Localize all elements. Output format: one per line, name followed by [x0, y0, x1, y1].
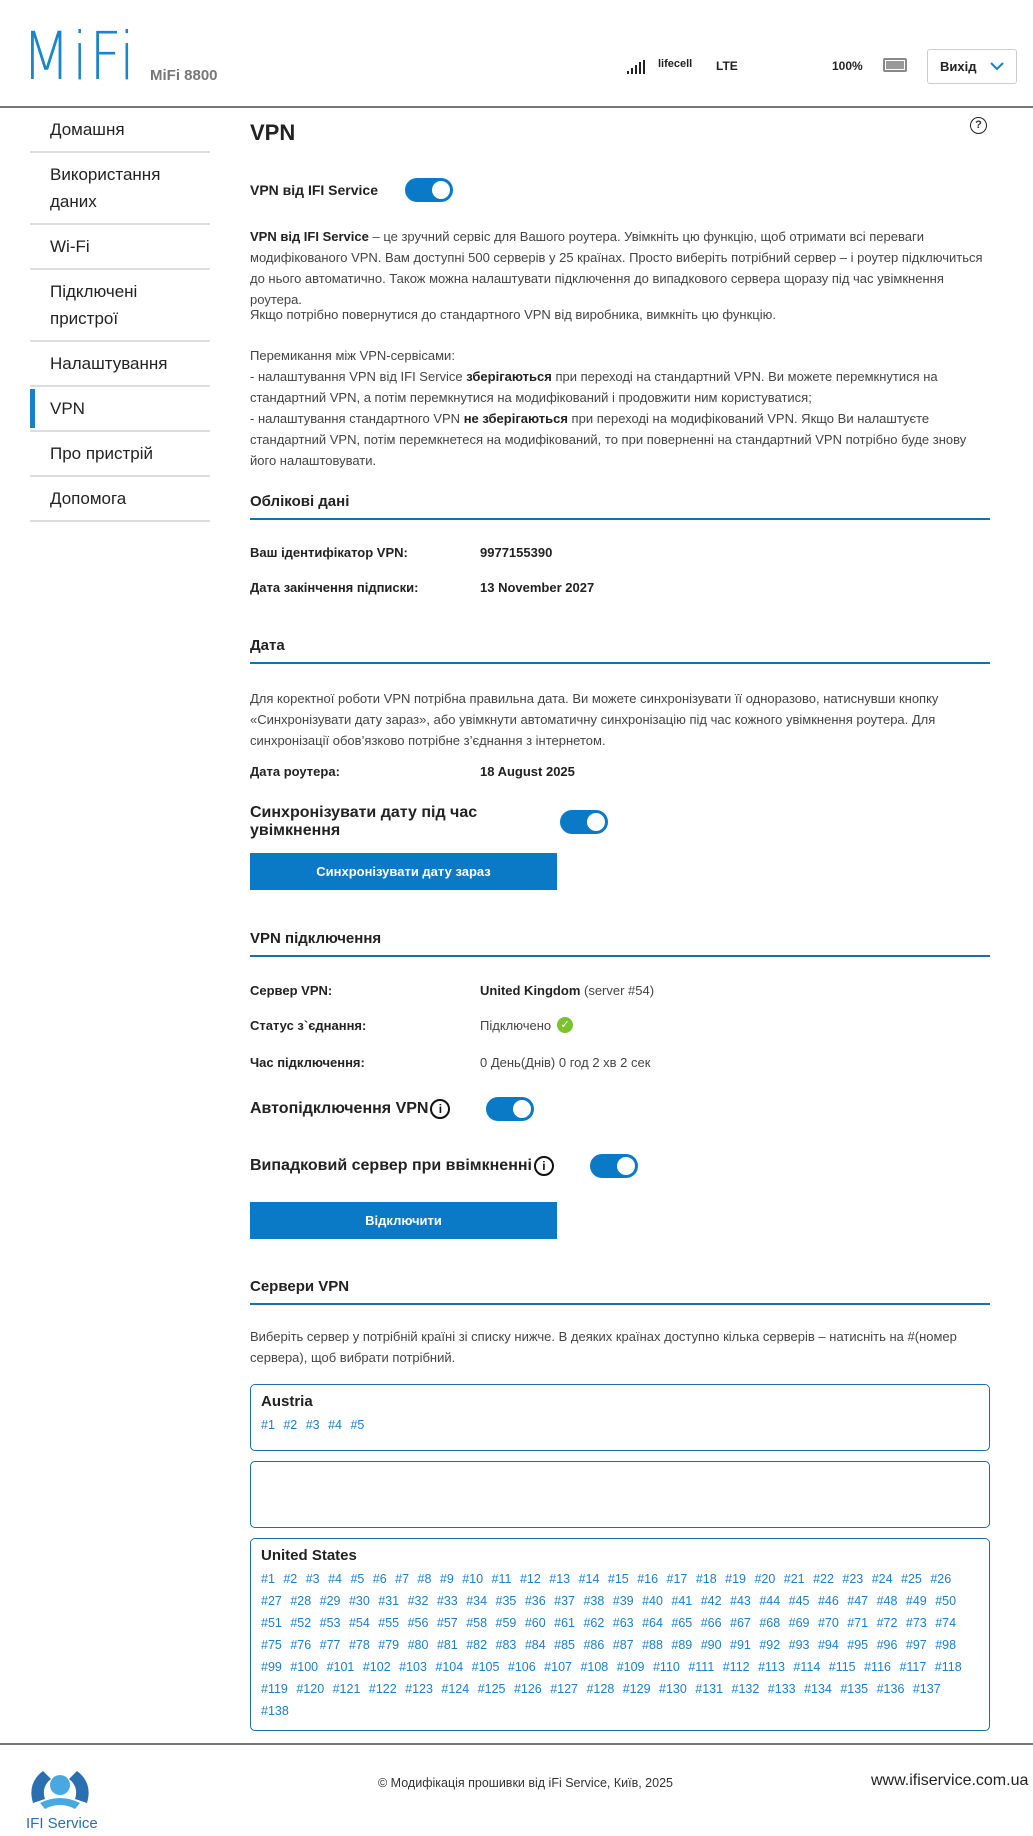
vpn-service-toggle[interactable] [405, 178, 453, 202]
server-link[interactable]: #135 [840, 1682, 869, 1696]
device-model: MiFi 8800 [150, 67, 218, 84]
router-date-label: Дата роутера: [250, 764, 340, 779]
sidebar-item[interactable] [30, 342, 210, 387]
autoconnect-label: Автопідключення VPN [250, 1100, 429, 1117]
server-link[interactable]: #32 [407, 1594, 429, 1608]
servers-text: Виберіть сервер у потрібній країні зі списку нижче. В деяких країнах доступно кілька серверів – натисніть на #(номер сервера), щоб вибрати потрібний. [250, 1329, 957, 1365]
server-link[interactable]: #110 [652, 1660, 680, 1674]
server-link[interactable]: #93 [788, 1638, 810, 1652]
disconnect-button[interactable]: Відключити [250, 1202, 557, 1239]
footer-logo-text: IFI Service [26, 1815, 98, 1832]
intro-text: – це зручний сервіс для Вашого роутера. Увімкніть цю функцію, щоб отримати всі переваги модифікованого VPN. Вам доступні 500 серверів у 25 країнах. Просто виберіть потрібний сервер – і роутер підключиться до нього автоматично. Також можна налаштувати підключення до випадкового сервера щоразу під час увімкнення роутера. [250, 229, 983, 307]
server-link[interactable]: #99 [261, 1660, 282, 1674]
connection-heading: VPN підключення [250, 930, 990, 957]
server-link[interactable]: #104 [435, 1660, 464, 1674]
server-link[interactable]: #100 [290, 1660, 319, 1674]
server-link[interactable]: #69 [788, 1616, 810, 1630]
date-text: Для коректної роботи VPN потрібна правильна дата. Ви можете синхронізувати її одноразово, натиснувши кнопку «Синхронізувати дату зараз», або увімкнути автоматичну синхронізацію під час кожного увімкнення роутера. Для синхронізації обов’язково потрібне з’єднання з інтернетом. [250, 691, 939, 748]
server-link[interactable]: #49 [905, 1594, 927, 1608]
server-link[interactable]: #77 [319, 1638, 341, 1652]
server-link[interactable]: #80 [407, 1638, 429, 1652]
server-link[interactable]: #5 [350, 1572, 365, 1586]
server-link[interactable]: #86 [583, 1638, 605, 1652]
sidebar-item[interactable] [30, 108, 210, 153]
sidebar-item[interactable] [30, 270, 210, 342]
credentials-heading: Облікові дані [250, 493, 990, 520]
server-link[interactable]: #45 [788, 1594, 810, 1608]
server-link[interactable]: #87 [612, 1638, 634, 1652]
status-value: Підключено [480, 1017, 552, 1033]
server-link[interactable]: #130 [659, 1682, 687, 1696]
sidebar-nav [30, 108, 210, 522]
server-link[interactable]: #15 [607, 1572, 629, 1586]
check-icon: ✓ [557, 1017, 573, 1033]
server-link[interactable]: #52 [290, 1616, 312, 1630]
autoconnect-toggle[interactable] [486, 1097, 534, 1121]
server-link[interactable]: #94 [817, 1638, 839, 1652]
server-link[interactable]: #7 [395, 1572, 410, 1586]
server-link[interactable]: #40 [642, 1594, 663, 1608]
server-link[interactable]: #37 [554, 1594, 575, 1608]
page-title: VPN [250, 120, 296, 145]
server-link[interactable]: #29 [319, 1594, 341, 1608]
random-server-toggle[interactable] [590, 1154, 638, 1178]
sidebar-item-label: Допомога [50, 489, 127, 508]
server-link[interactable]: #109 [616, 1660, 645, 1674]
server-link[interactable]: #71 [847, 1616, 869, 1630]
sidebar-item[interactable] [30, 225, 210, 270]
sidebar-item-label: Налаштування [50, 354, 168, 373]
server-link[interactable]: #112 [722, 1660, 750, 1674]
server-link[interactable]: #24 [871, 1572, 893, 1586]
server-link[interactable]: #2 [283, 1572, 298, 1586]
server-link[interactable]: #74 [935, 1616, 957, 1630]
server-link[interactable]: #91 [730, 1638, 751, 1652]
sidebar-item[interactable] [30, 477, 210, 522]
server-link[interactable]: #122 [368, 1682, 397, 1696]
server-link[interactable]: #67 [730, 1616, 751, 1630]
server-link[interactable]: #81 [436, 1638, 458, 1652]
sidebar-item-label: Wi-Fi [50, 237, 90, 256]
server-link[interactable]: #5 [350, 1418, 365, 1432]
server-link[interactable]: #65 [671, 1616, 693, 1630]
server-link[interactable]: #83 [495, 1638, 517, 1652]
time-value: 0 День(Днів) 0 год 2 хв 2 сек [480, 1055, 651, 1070]
sidebar-item[interactable] [30, 387, 210, 432]
server-link[interactable]: #132 [731, 1682, 760, 1696]
vpn-revert-note: Якщо потрібно повернутися до стандартного VPN від виробника, вимкніть цю функцію. [250, 307, 776, 322]
server-link[interactable]: #106 [507, 1660, 536, 1674]
server-link[interactable]: #31 [378, 1594, 400, 1608]
sync-date-button[interactable]: Синхронізувати дату зараз [250, 853, 557, 890]
server-link[interactable]: #137 [912, 1682, 941, 1696]
switch-title: Перемикання між VPN-сервісами: [250, 348, 455, 363]
server-link[interactable]: #84 [524, 1638, 546, 1652]
server-link[interactable]: #14 [578, 1572, 600, 1586]
sidebar-item-label: VPN [50, 399, 85, 418]
server-link[interactable]: #121 [332, 1682, 361, 1696]
sidebar-item-label: Використання даних [50, 165, 161, 211]
server-link[interactable]: #58 [466, 1616, 488, 1630]
vpn-intro [250, 226, 990, 310]
server-link[interactable]: #1 [261, 1572, 275, 1586]
info-icon[interactable]: i [430, 1099, 450, 1119]
server-link[interactable]: #88 [642, 1638, 663, 1652]
router-date-value: 18 August 2025 [480, 764, 575, 779]
server-link[interactable]: #53 [319, 1616, 341, 1630]
server-link[interactable]: #20 [754, 1572, 776, 1586]
server-link[interactable]: #79 [378, 1638, 400, 1652]
server-link[interactable]: #73 [905, 1616, 927, 1630]
logout-label: Вихід [940, 59, 977, 74]
server-link[interactable]: #10 [462, 1572, 484, 1586]
server-link[interactable]: #17 [666, 1572, 688, 1586]
server-link[interactable]: #134 [804, 1682, 832, 1696]
server-link[interactable]: #120 [296, 1682, 325, 1696]
server-link[interactable]: #102 [362, 1660, 391, 1674]
server-link[interactable]: #51 [261, 1616, 282, 1630]
server-link[interactable]: #63 [612, 1616, 634, 1630]
server-link[interactable]: #54 [348, 1616, 370, 1630]
server-link[interactable]: #25 [901, 1572, 922, 1586]
sidebar-item[interactable] [30, 432, 210, 477]
server-link[interactable]: #2 [283, 1418, 298, 1432]
server-link[interactable]: #13 [549, 1572, 571, 1586]
chevron-down-icon [990, 62, 1004, 71]
servers-heading: Сервери VPN [250, 1278, 990, 1305]
help-icon[interactable]: ? [970, 117, 987, 134]
server-link[interactable]: #4 [328, 1572, 342, 1586]
server-link[interactable]: #22 [813, 1572, 834, 1586]
server-link[interactable]: #126 [513, 1682, 542, 1696]
server-link[interactable]: #62 [583, 1616, 605, 1630]
server-link[interactable]: #115 [828, 1660, 856, 1674]
sidebar-item-label: Підключені пристрої [50, 282, 138, 328]
time-label: Час підключення: [250, 1055, 365, 1070]
server-link[interactable]: #48 [876, 1594, 898, 1608]
server-link[interactable]: #4 [328, 1418, 342, 1432]
switch1-b: зберігаються [466, 369, 552, 384]
info-icon[interactable]: i [534, 1156, 554, 1176]
expiry-label: Дата закінчення підписки: [250, 580, 419, 595]
ifi-service-logo [25, 1763, 95, 1811]
server-link[interactable]: #131 [695, 1682, 724, 1696]
sidebar-item-label: Про пристрій [50, 444, 154, 463]
battery-percent: 100% [832, 59, 863, 73]
footer [0, 1743, 1033, 1836]
server-link[interactable]: #57 [436, 1616, 458, 1630]
server-link[interactable]: #61 [554, 1616, 575, 1630]
intro-bold: VPN від IFI Service [250, 229, 369, 244]
sidebar-item[interactable] [30, 153, 210, 225]
server-link[interactable]: #123 [405, 1682, 433, 1696]
server-link[interactable]: #78 [348, 1638, 370, 1652]
mifi-logo: MiFi [22, 18, 137, 95]
server-link[interactable]: #108 [580, 1660, 609, 1674]
country-name: Austria [261, 1393, 313, 1410]
server-link[interactable]: #76 [290, 1638, 312, 1652]
server-link[interactable]: #23 [842, 1572, 864, 1586]
server-link[interactable]: #3 [305, 1418, 320, 1432]
server-link[interactable]: #116 [864, 1660, 891, 1674]
switch1-a: - налаштування VPN від IFI Service [250, 369, 467, 384]
vpn-service-label: VPN від IFI Service [250, 182, 378, 198]
server-link[interactable]: #97 [905, 1638, 927, 1652]
server-link[interactable]: #34 [466, 1594, 488, 1608]
server-link[interactable]: #92 [759, 1638, 781, 1652]
status-label: Статус з`єднання: [250, 1017, 367, 1033]
server-link[interactable]: #129 [622, 1682, 651, 1696]
server-link[interactable]: #89 [671, 1638, 693, 1652]
server-link[interactable]: #101 [326, 1660, 355, 1674]
random-server-label: Випадковий сервер при ввімкненні [250, 1157, 532, 1174]
server-link[interactable]: #39 [612, 1594, 634, 1608]
server-link[interactable]: #56 [407, 1616, 429, 1630]
server-label: Сервер VPN: [250, 983, 333, 998]
server-link[interactable]: #38 [583, 1594, 605, 1608]
server-link[interactable]: #113 [758, 1660, 785, 1674]
server-link[interactable]: #98 [935, 1638, 957, 1652]
server-link[interactable]: #19 [725, 1572, 746, 1586]
server-link[interactable]: #85 [554, 1638, 575, 1652]
switch2-a: - налаштування стандартного VPN [250, 411, 464, 426]
server-link[interactable]: #133 [767, 1682, 796, 1696]
server-link[interactable]: #72 [876, 1616, 898, 1630]
country-card [250, 1384, 990, 1451]
carrier-name: lifecell [658, 58, 693, 70]
server-link[interactable]: #44 [759, 1594, 781, 1608]
server-link[interactable]: #26 [930, 1572, 952, 1586]
server-link[interactable]: #30 [348, 1594, 370, 1608]
vpn-id-label: Ваш ідентифікатор VPN: [250, 545, 408, 560]
server-link[interactable]: #68 [759, 1616, 781, 1630]
server-link[interactable]: #96 [876, 1638, 898, 1652]
server-link[interactable]: #28 [290, 1594, 312, 1608]
website-link[interactable]: www.ifiservice.com.ua [871, 1772, 1029, 1789]
server-link[interactable]: #105 [471, 1660, 500, 1674]
server-link[interactable]: #124 [441, 1682, 470, 1696]
vpn-id-value: 9977155390 [480, 545, 553, 560]
server-link[interactable]: #9 [439, 1572, 454, 1586]
logout-dropdown[interactable] [927, 49, 1017, 84]
server-link[interactable]: #128 [586, 1682, 615, 1696]
server-link[interactable]: #21 [783, 1572, 805, 1586]
server-link[interactable]: #42 [700, 1594, 722, 1608]
switch2-c: при переході на модифікований VPN. Якщо Ви налаштуєте стандартний VPN, потім перемкнетеся на модифікований, то при поверненні на стандартний VPN потрібно буде знову його налаштовувати. [250, 411, 967, 468]
sync-date-toggle[interactable] [560, 810, 608, 834]
switch1-c: при переході на стандартний VPN. Ви можете перемкнутися на стандартний VPN, а потім перемкнутися на модифікований і продовжити ним користуватися; [250, 369, 938, 405]
server-link[interactable]: #3 [305, 1572, 320, 1586]
server-country: United Kingdom [480, 983, 581, 998]
country-card [250, 1461, 990, 1528]
country-list [250, 1384, 990, 1741]
server-link[interactable]: #18 [695, 1572, 717, 1586]
server-link[interactable]: #125 [477, 1682, 506, 1696]
server-link[interactable]: #43 [730, 1594, 751, 1608]
server-link[interactable]: #47 [847, 1594, 869, 1608]
server-link[interactable]: #114 [793, 1660, 821, 1674]
server-link[interactable]: #27 [261, 1594, 282, 1608]
server-link[interactable]: #41 [671, 1594, 693, 1608]
server-link[interactable]: #1 [261, 1418, 275, 1432]
server-link[interactable]: #55 [378, 1616, 400, 1630]
server-link[interactable]: #46 [817, 1594, 839, 1608]
vpn-switch-note [250, 345, 990, 471]
server-link[interactable]: #103 [399, 1660, 427, 1674]
server-link[interactable]: #64 [642, 1616, 663, 1630]
server-number: (server #54) [580, 983, 655, 998]
server-link[interactable]: #82 [466, 1638, 488, 1652]
switch2-b: не зберігаються [463, 411, 568, 426]
server-link[interactable]: #127 [550, 1682, 579, 1696]
server-link[interactable]: #6 [372, 1572, 387, 1586]
server-link[interactable]: #60 [524, 1616, 546, 1630]
server-link[interactable]: #33 [436, 1594, 458, 1608]
server-link[interactable]: #107 [544, 1660, 572, 1674]
date-heading: Дата [250, 637, 990, 664]
expiry-value: 13 November 2027 [480, 580, 595, 595]
server-link[interactable]: #138 [261, 1704, 289, 1718]
server-link[interactable]: #75 [261, 1638, 282, 1652]
country-name: United States [261, 1547, 357, 1564]
battery-icon [883, 58, 907, 72]
server-link[interactable]: #90 [700, 1638, 722, 1652]
copyright: © Модифікація прошивки від iFi Service, Київ, 2025 [378, 1776, 673, 1790]
server-link[interactable]: #118 [934, 1660, 962, 1674]
server-link[interactable]: #111 [688, 1660, 715, 1674]
server-link[interactable]: #70 [817, 1616, 839, 1630]
sidebar-item-label: Домашня [50, 120, 125, 139]
server-link[interactable]: #8 [417, 1572, 432, 1586]
server-link[interactable]: #136 [876, 1682, 905, 1696]
server-link[interactable]: #119 [261, 1682, 288, 1696]
server-link[interactable]: #16 [637, 1572, 659, 1586]
sync-date-label: Синхронізувати дату під час увімкнення [250, 804, 478, 839]
server-link[interactable]: #59 [495, 1616, 517, 1630]
network-type: LTE [716, 59, 738, 73]
server-link[interactable]: #50 [935, 1594, 957, 1608]
server-link[interactable]: #95 [847, 1638, 869, 1652]
server-link[interactable]: #36 [524, 1594, 546, 1608]
country-card [250, 1538, 990, 1731]
server-link[interactable]: #66 [700, 1616, 722, 1630]
server-link[interactable]: #12 [519, 1572, 541, 1586]
server-link[interactable]: #35 [495, 1594, 517, 1608]
header [0, 0, 1033, 108]
server-link[interactable]: #117 [899, 1660, 927, 1674]
server-link[interactable]: #11 [491, 1572, 512, 1586]
signal-icon [627, 60, 645, 74]
